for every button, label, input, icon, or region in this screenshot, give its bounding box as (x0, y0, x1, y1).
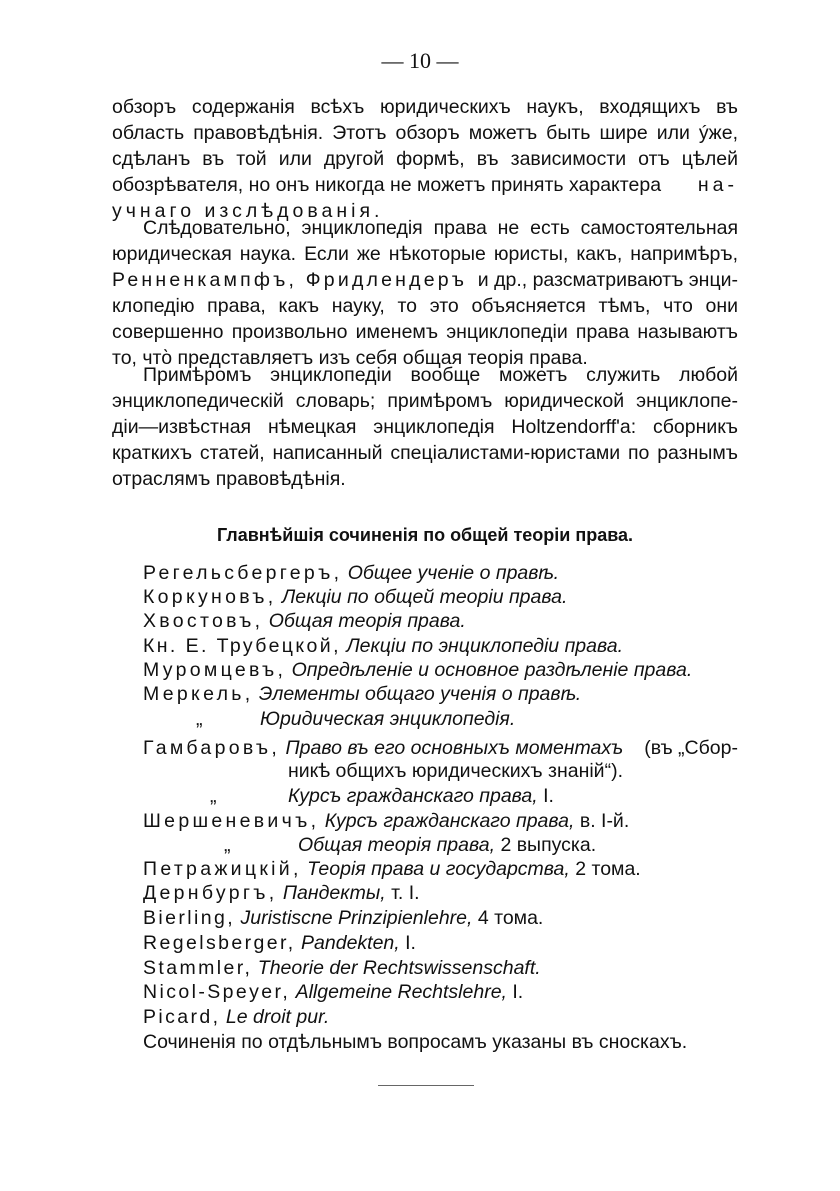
entry-title: Теорія права и государства, (307, 858, 570, 880)
entry-author: Меркель, (143, 683, 254, 705)
entry-author: Кн. Е. Трубецкой, (143, 635, 341, 657)
closing-note: Сочиненія по отдѣльнымъ вопросамъ указаны въ сноскахъ. (143, 1031, 688, 1053)
text-line: то, что̀ представляетъ изъ себя общая теорія права. (112, 347, 588, 369)
text-line: Примѣромъ энциклопедіи вообще можетъ служить любой (143, 364, 738, 386)
entry-extra: I. (543, 785, 554, 807)
entry-title: Общее ученіе о правѣ. (347, 562, 560, 584)
entry-author: Шершеневичъ, (143, 810, 320, 832)
entry-author: Коркуновъ, (143, 586, 277, 608)
entry-title: Pandekten, (301, 932, 400, 954)
entry-extra: 2 выпуска. (500, 834, 597, 856)
section-heading: Главнѣйшія сочиненія по общей теоріи права. (216, 525, 634, 545)
entry-title: Juristiscne Prinzipienlehre, (240, 907, 473, 929)
entry-author: Регельсбергеръ, (143, 562, 343, 584)
bibliography-entry (143, 681, 581, 707)
spaced-author-names: Ренненкампфъ, Фридлендеръ (112, 269, 468, 291)
text-line: Слѣдовательно, энциклопедія права не есть самостоятельная (143, 217, 738, 239)
ditto-mark: „ (224, 834, 231, 856)
bibliography-entry (143, 930, 416, 956)
entry-title: Курсъ гражданскаго права, (288, 785, 538, 807)
end-rule (378, 1085, 474, 1086)
text-line: обзоръ содержанія всѣхъ юридическихъ наукъ, входящихъ въ (112, 96, 738, 118)
bibliography-entry (143, 584, 567, 610)
entry-title: Курсъ гражданскаго права, (324, 810, 575, 832)
bibliography-entry (143, 880, 420, 906)
bibliography-entry (143, 905, 543, 931)
bibliography-entry (210, 783, 554, 809)
bibliography-entry (143, 808, 629, 834)
ditto-mark: „ (196, 708, 203, 730)
bibliography-entry (143, 608, 466, 634)
text-line: клопедію права, какъ науку, то это объясняется тѣмъ, что они (112, 295, 738, 317)
entry-title: Allgemeine Rechtslehre, (295, 981, 507, 1003)
text-line: краткихъ статей, написанный спеціалистами-юристами по разнымъ (112, 442, 738, 464)
entry-title: Theorie der Rechtswissenschaft. (257, 957, 541, 979)
bibliography-entry (143, 633, 623, 659)
entry-extra: т. I. (391, 882, 420, 904)
entry-author: Bierling, (143, 907, 236, 929)
entry-author: Regelsberger, (143, 932, 296, 954)
entry-title: Le droit pur. (225, 1006, 330, 1028)
bibliography-entry (143, 856, 641, 882)
entry-author: Дернбургъ, (143, 882, 278, 904)
entry-extra: I. (512, 981, 524, 1003)
spaced-text-line: учнаго изслѣдованія. (112, 200, 384, 222)
page-number: — 10 — (381, 48, 459, 73)
entry-title: Лекціи по энциклопедіи права. (346, 635, 623, 657)
text-line: сдѣланъ въ той или другой формѣ, въ зависимости отъ цѣлей (112, 148, 738, 170)
entry-extra: 4 тома. (477, 907, 544, 929)
entry-title: Общая теорія права, (298, 834, 496, 856)
bibliography-entry (143, 560, 559, 586)
entry-extra: (въ „Сбор- (644, 737, 738, 759)
entry-author: Stammler, (143, 957, 253, 979)
bibliography-entry (143, 955, 541, 981)
text-line: энциклопедическій словарь; примѣромъ юридической энциклопе- (112, 390, 738, 412)
entry-body (298, 832, 596, 858)
text-line: отраслямъ правовѣдѣнія. (112, 468, 346, 490)
text-line: діи—извѣстная нѣмецкая энциклопедія Holtzendorff'а: сборникъ (112, 416, 738, 438)
entry-extra: I. (405, 932, 416, 954)
entry-author: Муромцевъ, (143, 659, 287, 681)
text-line (112, 267, 738, 293)
entry-author: Гамбаровъ, (143, 737, 281, 759)
ditto-mark: „ (210, 785, 217, 807)
entry-continuation: никѣ общихъ юридическихъ знаній“). (288, 760, 623, 782)
entry-author: Петражицкій, (143, 858, 302, 880)
bibliography-entry (224, 832, 597, 858)
text-fragment: и др., разсматриваютъ энци- (477, 269, 738, 291)
entry-body (288, 783, 554, 809)
entry-extra: в. I-й. (579, 810, 630, 832)
bibliography-entry (196, 706, 516, 732)
spaced-text-fragment: на- (697, 174, 738, 196)
entry-author: Nicol-Speyer, (143, 981, 291, 1003)
entry-author: Хвостовъ, (143, 610, 264, 632)
entry-title: Элементы общаго ученія о правѣ. (258, 683, 582, 705)
text-line: юридическая наука. Если же нѣкоторые юристы, какъ, напримѣръ, (112, 243, 738, 265)
entry-title: Юридическая энциклопедія. (260, 708, 516, 730)
text-fragment: обозрѣвателя, но онъ никогда не можетъ принять характера (112, 174, 662, 196)
text-line: область правовѣдѣнія. Этотъ обзоръ можетъ быть шире или ýже, (112, 122, 738, 144)
bibliography-entry (143, 979, 523, 1005)
text-line (112, 172, 738, 198)
entry-title: Право въ его основныхъ моментахъ (285, 737, 624, 759)
entry-title: Общая теорія права. (268, 610, 466, 632)
entry-title: Опредѣленіе и основное раздѣленіе права. (291, 659, 693, 681)
bibliography-entry (143, 1004, 329, 1030)
entry-title: Лекціи по общей теоріи права. (281, 586, 568, 608)
entry-extra: 2 тома. (575, 858, 641, 880)
bibliography-entry (143, 657, 692, 683)
entry-author: Picard, (143, 1006, 221, 1028)
entry-title: Пандекты, (282, 882, 386, 904)
text-line: совершенно произвольно именемъ энциклопедіи права называютъ (112, 321, 738, 343)
